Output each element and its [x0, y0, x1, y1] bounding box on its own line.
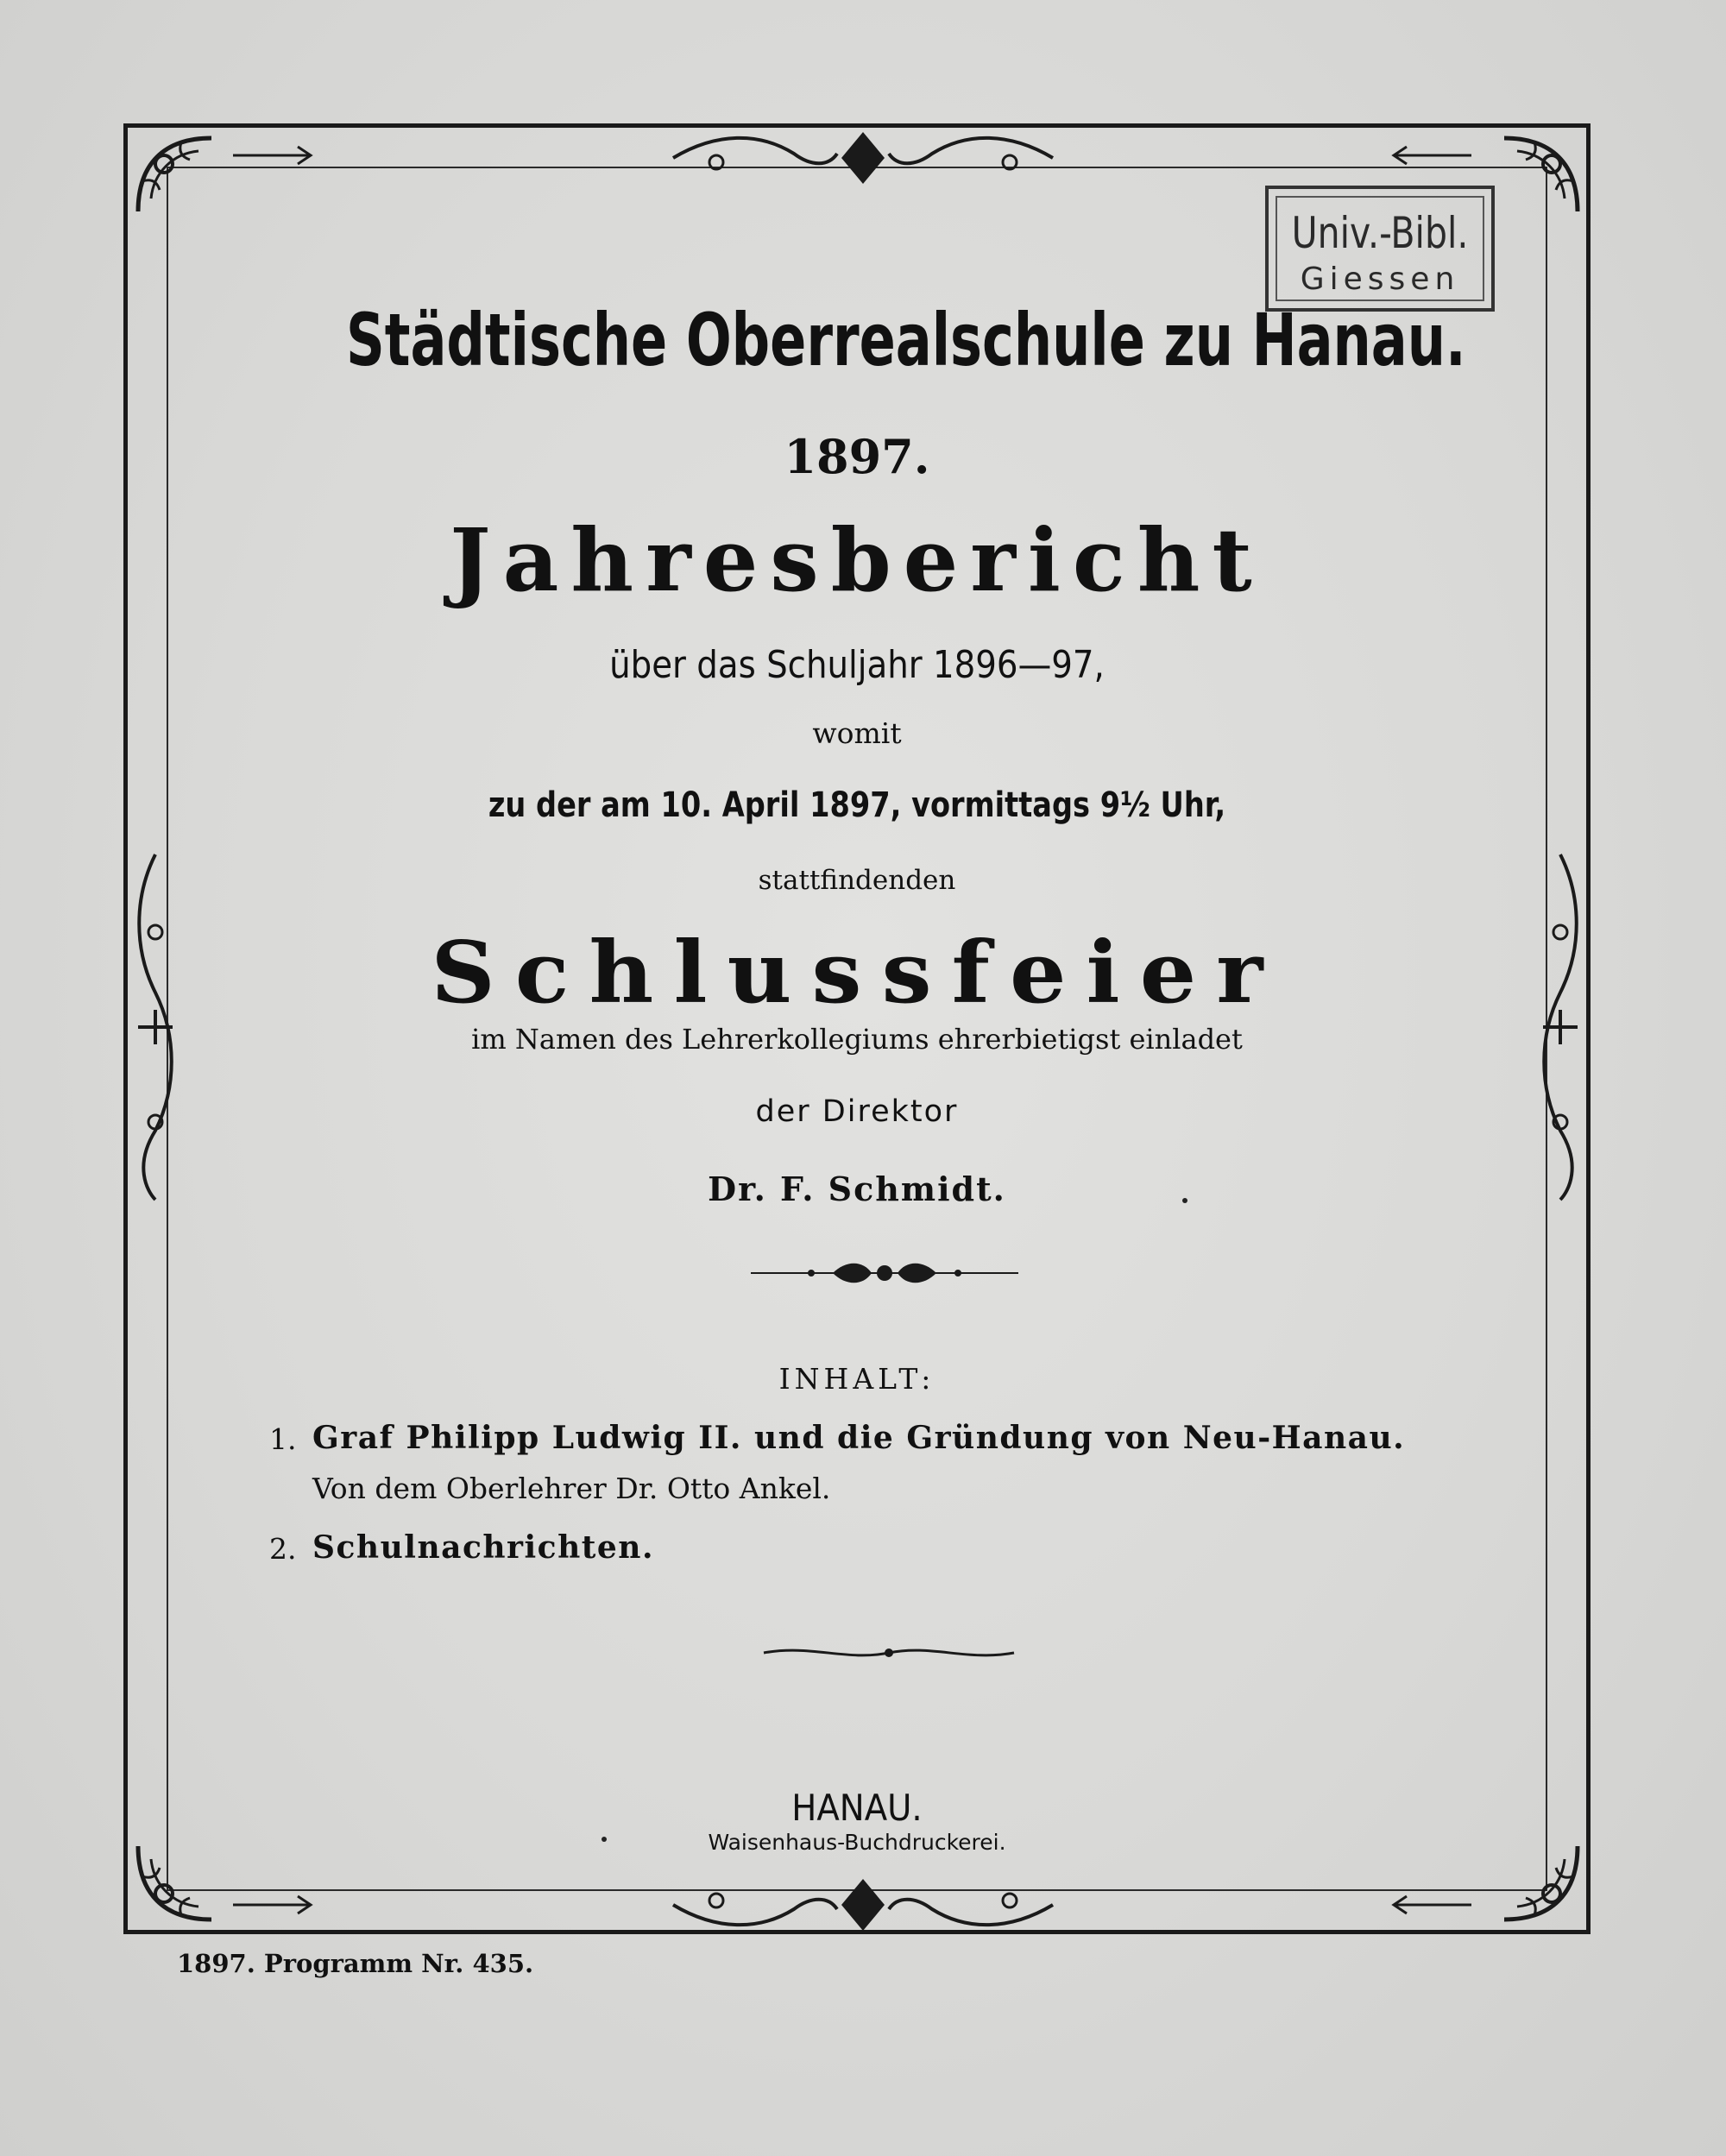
- school-name: Städtische Oberrealschule zu Hanau.: [346, 298, 1466, 382]
- imprint-city: HANAU.: [791, 1787, 923, 1829]
- imprint-printer: Waisenhaus-Buchdruckerei.: [708, 1830, 1006, 1855]
- library-stamp: [1265, 186, 1495, 312]
- bottom-right-flourish: [1389, 1892, 1476, 1918]
- title-year: 1897.: [784, 429, 930, 484]
- invitation-line: im Namen des Lehrerkollegiums ehrerbietigst einladet: [471, 1023, 1243, 1056]
- corner-ornament-top-right: [1491, 129, 1586, 224]
- director-name: Dr. F. Schmidt.: [708, 1169, 1006, 1208]
- stamp-line-1: Univ.-Bibl.: [1291, 208, 1469, 258]
- bottom-center-ornament: [665, 1875, 1061, 1935]
- program-number-footer: 1897. Programm Nr. 435.: [177, 1949, 534, 1978]
- speck: [1182, 1198, 1187, 1203]
- speck: [602, 1837, 607, 1842]
- womit-line: womit: [812, 716, 902, 750]
- top-left-flourish: [229, 142, 315, 168]
- contents-item-1-title: Graf Philipp Ludwig II. und die Gründung von Neu-Hanau.: [312, 1420, 1406, 1456]
- contents-item-2-number: 2.: [269, 1532, 297, 1566]
- event-heading: Schlussfeier: [431, 924, 1283, 1023]
- contents-item-2-title: Schulnachrichten.: [312, 1529, 655, 1566]
- bottom-divider-ornament: [759, 1640, 1018, 1666]
- contents-heading: INHALT:: [778, 1362, 935, 1396]
- contents-item-1-number: 1.: [269, 1422, 297, 1456]
- corner-ornament-top-left: [129, 129, 224, 224]
- section-divider-ornament: [751, 1256, 1018, 1290]
- school-year-line: über das Schuljahr 1896—97,: [609, 643, 1105, 687]
- top-right-flourish: [1389, 142, 1476, 168]
- event-date-line: zu der am 10. April 1897, vormittags 9½ Uhr,: [488, 785, 1226, 825]
- stamp-line-2: Giessen: [1300, 262, 1460, 297]
- report-heading: Jahresbericht: [450, 509, 1264, 611]
- top-center-ornament: [665, 128, 1061, 188]
- bottom-left-flourish: [229, 1892, 315, 1918]
- stattfindenden-line: stattfindenden: [758, 865, 956, 896]
- director-label: der Direktor: [755, 1094, 959, 1129]
- contents-item-1-author: Von dem Oberlehrer Dr. Otto Ankel.: [312, 1472, 831, 1505]
